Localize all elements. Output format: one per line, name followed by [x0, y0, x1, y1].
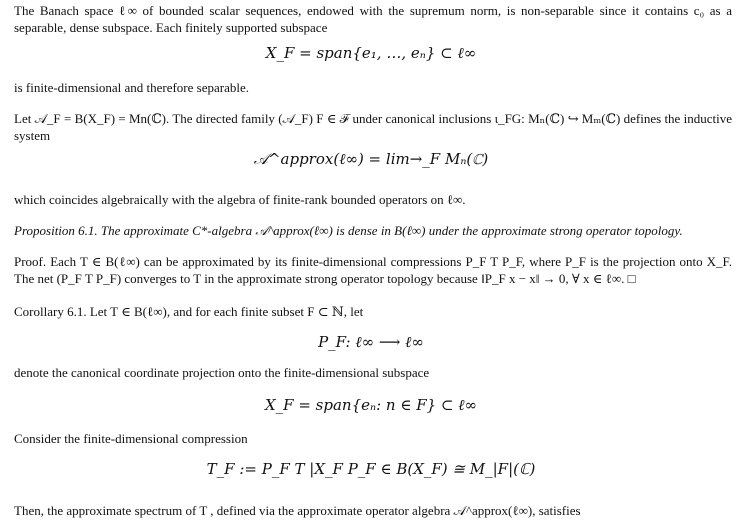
equation-projection: P_F: ℓ∞ ⟶ ℓ∞ [318, 333, 424, 351]
paragraph-finite-rank: which coincides algebraically with the algebra of finite-rank bounded operators on ℓ∞. [14, 192, 466, 207]
paragraph-approximate-spectrum: Then, the approximate spectrum of T , defined via the approximate operator algebra 𝒜^approx(ℓ∞), satisfies [14, 503, 581, 518]
paragraph-compression: Consider the finite-dimensional compression [14, 431, 248, 446]
paragraph-directed-family: Let 𝒜_F = B(X_F) = Mn(ℂ). The directed family (𝒜_F) F ∈ ℱ under canonical inclusions ι_FG: Mₙ(ℂ) ↪ Mₘ(ℂ) defines the inductive system [14, 111, 732, 143]
paragraph-banach-space: The Banach space ℓ∞ of bounded scalar sequences, endowed with the supremum norm, is non-separable since it contains c₀ as a separable, dense subspace. Each finitely supported subspace [14, 3, 732, 35]
proposition-6-1: Proposition 6.1. The approximate C*-algebra 𝒜^approx(ℓ∞) is dense in B(ℓ∞) under the approximate strong operator topology. [14, 223, 683, 238]
equation-inductive-limit: 𝒜^approx(ℓ∞) = lim→_F Mₙ(ℂ) [253, 150, 489, 168]
paragraph-coordinate-projection: denote the canonical coordinate projection onto the finite-dimensional subspace [14, 365, 430, 380]
equation-tf-compression: T_F := P_F T |X_F P_F ∈ B(X_F) ≅ M_|F|(ℂ) [206, 460, 536, 478]
equation-xf-span-n: X_F = span{eₙ: n ∈ F} ⊂ ℓ∞ [264, 396, 477, 414]
corollary-6-1: Corollary 6.1. Let T ∈ B(ℓ∞), and for each finite subset F ⊂ ℕ, let [14, 304, 364, 319]
paragraph-finite-dimensional: is finite-dimensional and therefore separable. [14, 80, 249, 95]
equation-xf-span: X_F = span{e₁, …, eₙ} ⊂ ℓ∞ [265, 44, 477, 62]
proof-paragraph: Proof. Each T ∈ B(ℓ∞) can be approximated by its finite-dimensional compressions P_F T P_F, where P_F is the projection onto X_F. The net (P_F T P_F) converges to T in the approximate strong operator topology because ‖P_F x − x‖ → 0, ∀ x ∈ ℓ∞. □ [14, 254, 732, 286]
